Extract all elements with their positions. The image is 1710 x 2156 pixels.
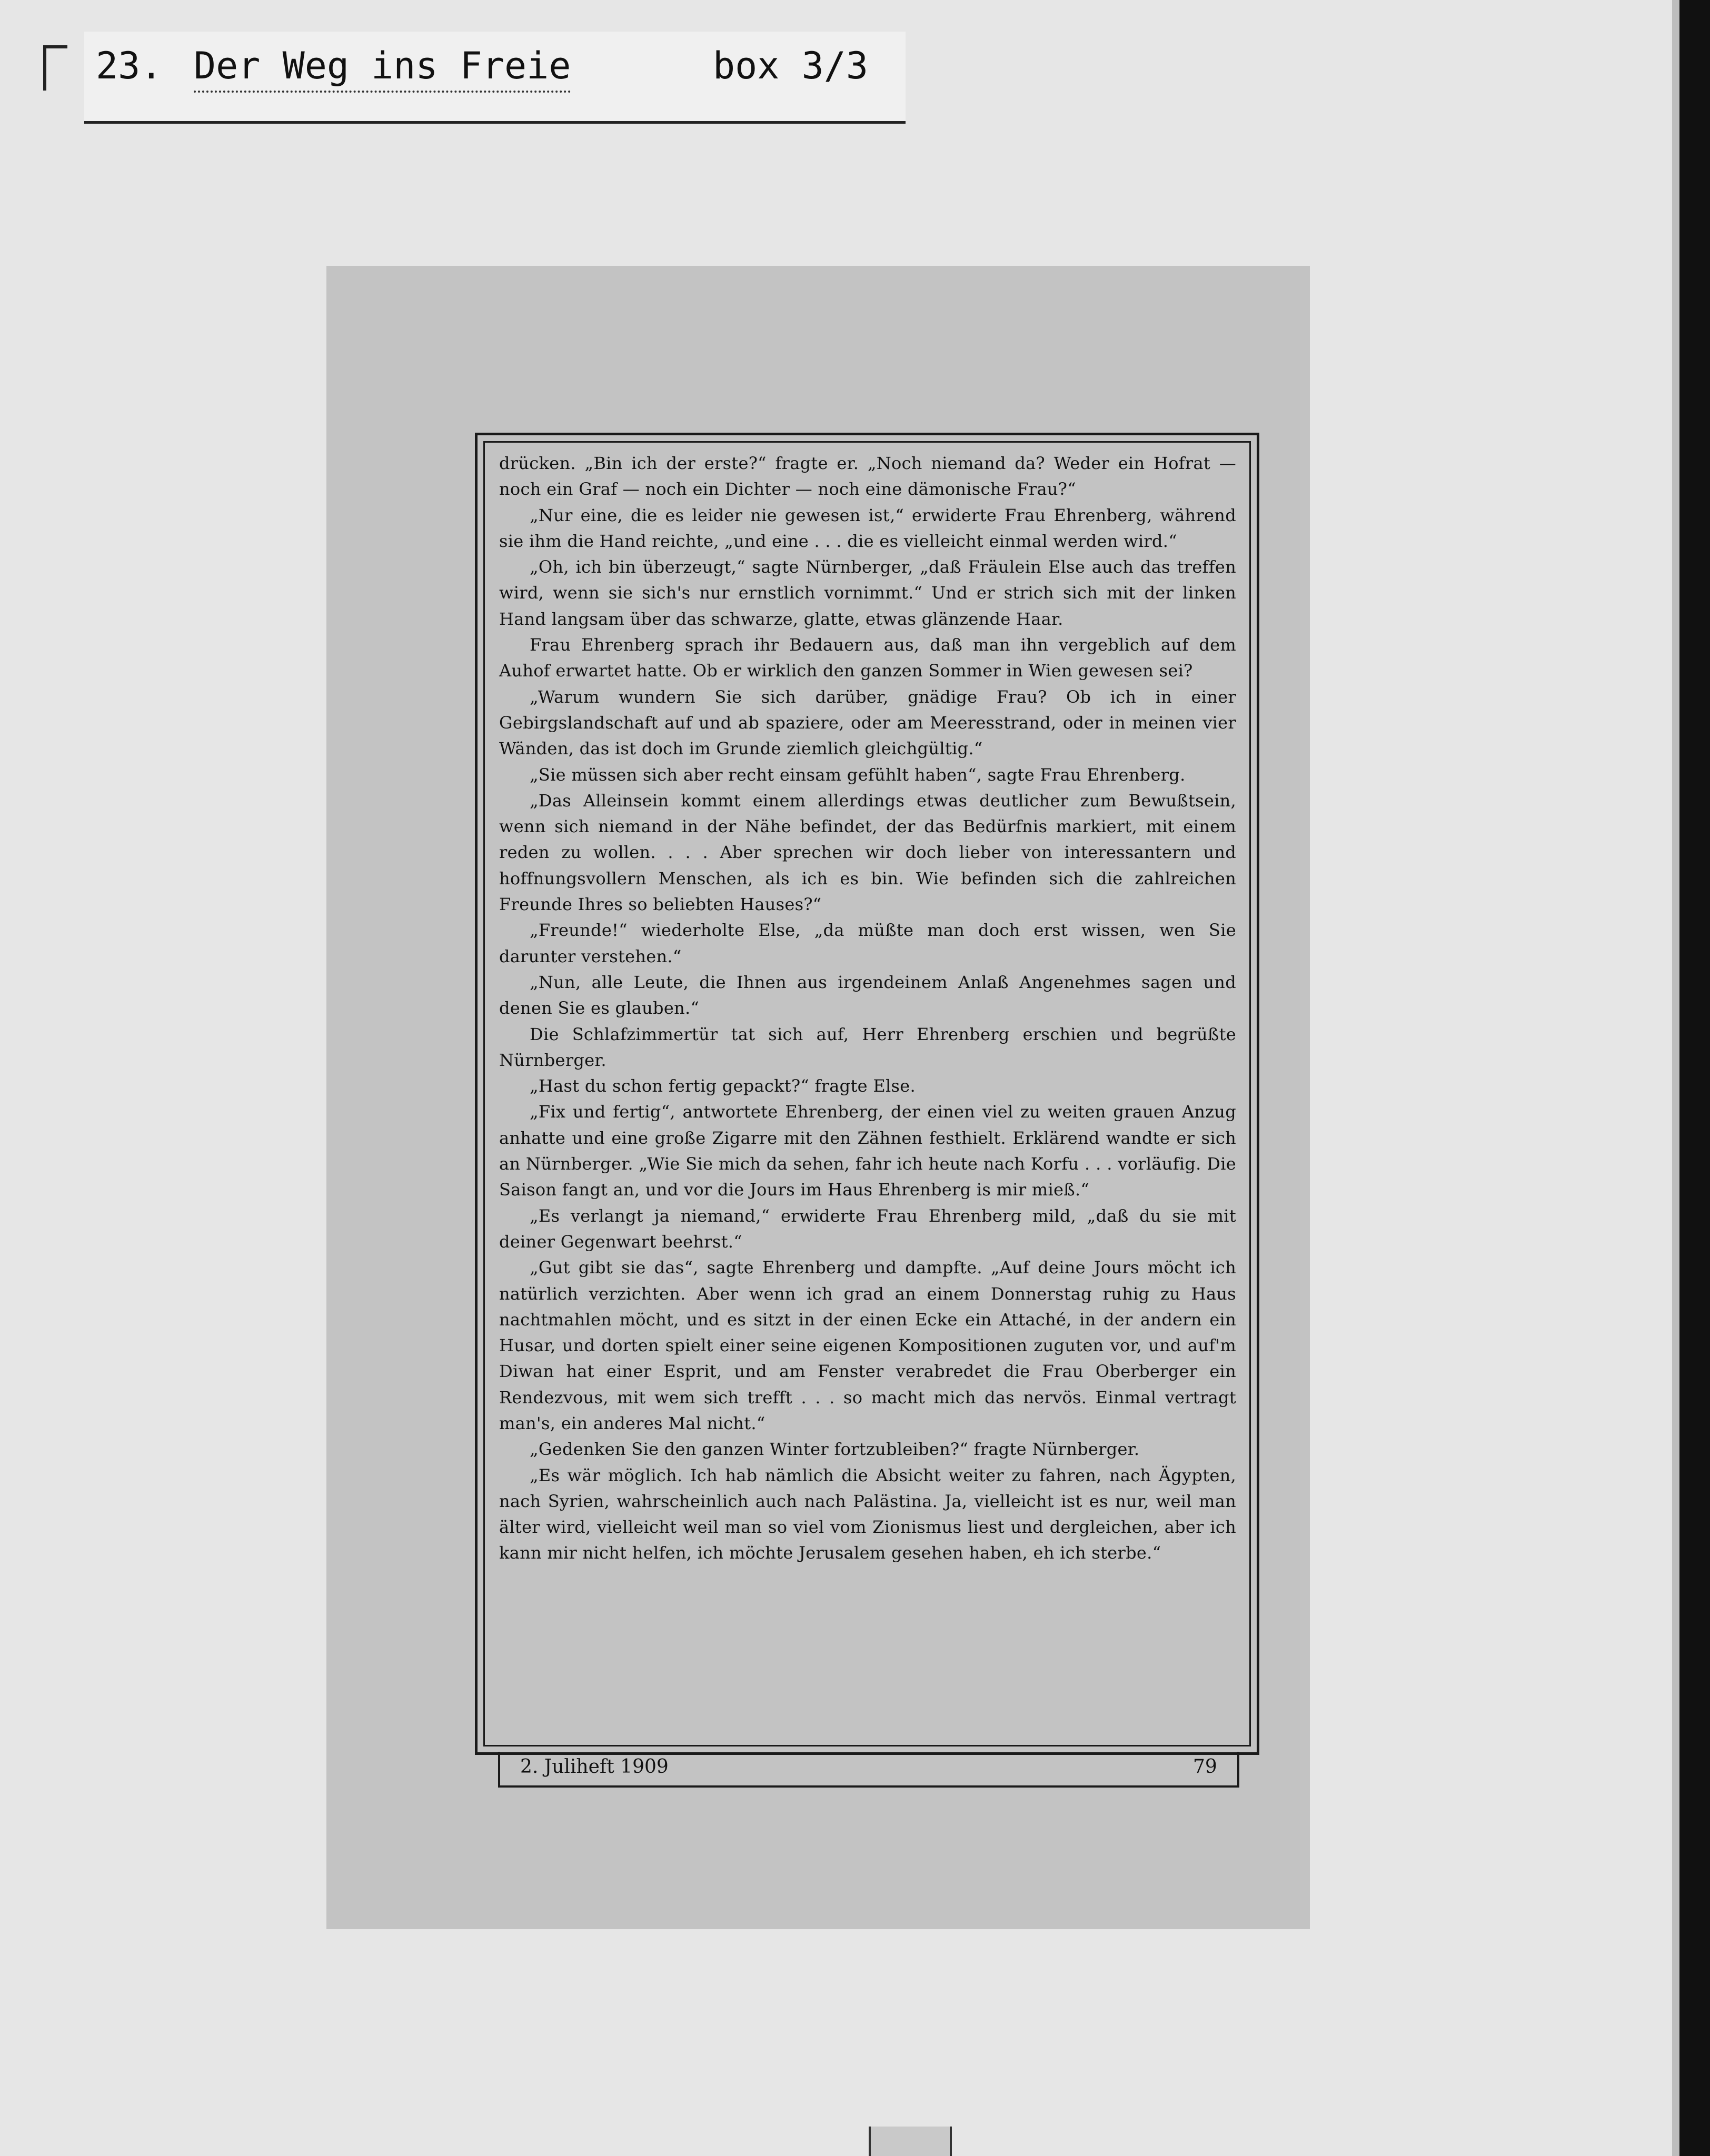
paragraph: „Es verlangt ja niemand,“ erwiderte Frau Ehrenberg mild, „daß du sie mit deiner Gegenwart beehrst.“ [499, 1205, 1236, 1252]
paragraph: „Gedenken Sie den ganzen Winter fortzubleiben?“ fragte Nürnberger. [530, 1439, 1140, 1460]
scan-edge [1672, 0, 1679, 2156]
paragraph: „Warum wundern Sie sich darüber, gnädige Frau? Ob ich in einer Gebirgslandschaft auf und ab spaziere, oder am Meeresstrand, oder in meinen vier Wänden, das ist doch im Grunde ziemlich gleichgültig.“ [499, 686, 1236, 759]
binding-tab [869, 2127, 952, 2156]
paragraph: „Das Alleinsein kommt einem allerdings etwas deutlicher zum Bewußtsein, wenn sich niemand in der Nähe befindet, der das Bedürfnis markiert, mit einem reden zu wollen. . . . Aber sprechen wir doch lieber von interessantern und hoffnungsvollern Menschen, als ich es bin. Wie befinden sich die zahlreichen Freunde Ihres so beliebten Hauses?“ [499, 790, 1236, 915]
paragraph: „Hast du schon fertig gepackt?“ fragte Else. [530, 1076, 916, 1096]
label-box-number: box 3/3 [713, 44, 869, 87]
paragraph: „Nun, alle Leute, die Ihnen aus irgendeinem Anlaß Angenehmes sagen und denen Sie es glauben.“ [499, 972, 1236, 1019]
paragraph: „Es wär möglich. Ich hab nämlich die Absicht weiter zu fahren, nach Ägypten, nach Syrien, wahrscheinlich auch nach Palästina. Ja, vielleicht ist es nur, weil man älter wird, vielleicht weil man so viel vom Zionismus liest und dergleichen, aber ich kann mir nicht helfen, ich möchte Jerusalem gesehen haben, eh ich sterbe.“ [499, 1465, 1236, 1563]
paragraph: „Oh, ich bin überzeugt,“ sagte Nürnberger, „daß Fräulein Else auch das treffen wird, wenn sie sich's nur ernstlich vornimmt.“ Und er strich sich mit der linken Hand langsam über das schwarze, glatte, etwas glänzende Haar. [499, 557, 1236, 629]
page-number: 79 [1193, 1756, 1217, 1778]
paragraph: Frau Ehrenberg sprach ihr Bedauern aus, daß man ihn vergeblich auf dem Auhof erwartet hatte. Ob er wirklich den ganzen Sommer in Wien gewesen sei? [499, 635, 1236, 681]
paragraph: „Fix und fertig“, antwortete Ehrenberg, der einen viel zu weiten grauen Anzug anhatte und eine große Zigarre mit den Zähnen festhielt. Erklärend wandte er sich an Nürnberger. „Wie Sie mich da sehen, fahr ich heute nach Korfu . . . vorläufig. Die Saison fangt an, und vor die Jours im Haus Ehrenberg is mir mieß.“ [499, 1102, 1236, 1200]
paragraph: „Nur eine, die es leider nie gewesen ist,“ erwiderte Frau Ehrenberg, während sie ihm die Hand reichte, „und eine . . . die es vielleicht einmal werden wird.“ [499, 505, 1236, 551]
label-title: Der Weg ins Freie [194, 44, 571, 93]
paragraph: „Freunde!“ wiederholte Else, „da müßte man doch erst wissen, wen Sie darunter verstehen.“ [499, 920, 1236, 966]
corner-mark [43, 45, 67, 91]
issue-date: 2. Juliheft 1909 [520, 1756, 669, 1778]
scan-border [1679, 0, 1710, 2156]
article-text [499, 451, 1236, 1566]
paragraph: Die Schlafzimmertür tat sich auf, Herr Ehrenberg erschien und begrüßte Nürnberger. [499, 1024, 1236, 1070]
paragraph: „Gut gibt sie das“, sagte Ehrenberg und dampfte. „Auf deine Jours möcht ich natürlich verzichten. Aber wenn ich grad an einem Donnerstag ruhig zu Haus nachtmahlen möcht, und es sitzt in der einen Ecke ein Attaché, in der andern ein Husar, und dorten spielt einer seine eigenen Kompositionen zuguten vor, und auf'm Diwan hat einer Esprit, und am Fenster verabredet die Frau Oberberger ein Rendezvous, mit wem sich trefft . . . so macht mich das nervös. Einmal vertragt man's, ein anderes Mal nicht.“ [499, 1257, 1236, 1433]
label-number: 23. [96, 44, 163, 87]
paragraph: drücken. „Bin ich der erste?“ fragte er. „Noch niemand da? Weder ein Hofrat — noch ein Graf — noch ein Dichter — noch eine dämonische Frau?“ [499, 453, 1236, 500]
paragraph: „Sie müssen sich aber recht einsam gefühlt haben“, sagte Frau Ehrenberg. [530, 764, 1186, 785]
